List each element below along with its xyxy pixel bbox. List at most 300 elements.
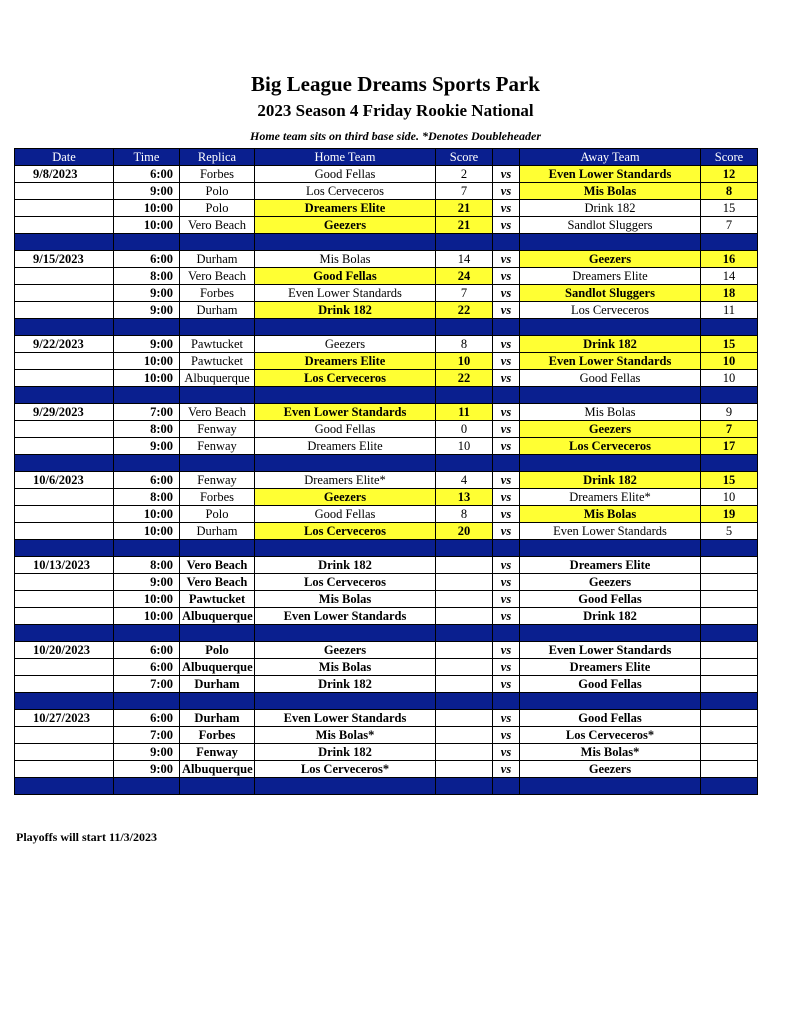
away-team: Drink 182	[520, 608, 701, 625]
separator-cell	[701, 778, 758, 795]
game-time: 10:00	[114, 523, 180, 540]
game-time: 9:00	[114, 438, 180, 455]
game-field: Durham	[180, 302, 255, 319]
away-team: Los Cerveceros	[520, 438, 701, 455]
separator-cell	[520, 234, 701, 251]
separator-cell	[436, 387, 493, 404]
separator-cell	[255, 625, 436, 642]
game-field: Pawtucket	[180, 591, 255, 608]
table-row	[15, 438, 758, 455]
game-time: 9:00	[114, 285, 180, 302]
game-field: Forbes	[180, 727, 255, 744]
separator-cell	[436, 693, 493, 710]
game-date	[15, 183, 114, 200]
separator-cell	[114, 319, 180, 336]
game-time: 8:00	[114, 421, 180, 438]
away-team: Good Fellas	[520, 591, 701, 608]
vs-label: vs	[493, 285, 520, 302]
week-separator	[15, 234, 758, 251]
table-row	[15, 608, 758, 625]
vs-label: vs	[493, 370, 520, 387]
vs-label: vs	[493, 557, 520, 574]
table-row	[15, 268, 758, 285]
game-date: 9/15/2023	[15, 251, 114, 268]
vs-label: vs	[493, 421, 520, 438]
game-time: 7:00	[114, 727, 180, 744]
game-date	[15, 438, 114, 455]
vs-label: vs	[493, 336, 520, 353]
column-header-away-score: Score	[701, 149, 758, 166]
table-row	[15, 183, 758, 200]
away-score: 7	[701, 421, 758, 438]
away-team: Good Fellas	[520, 710, 701, 727]
column-header-vs	[493, 149, 520, 166]
table-row	[15, 370, 758, 387]
game-time: 6:00	[114, 659, 180, 676]
away-score	[701, 642, 758, 659]
game-date: 10/20/2023	[15, 642, 114, 659]
table-row	[15, 166, 758, 183]
vs-label: vs	[493, 676, 520, 693]
table-row	[15, 302, 758, 319]
separator-cell	[255, 540, 436, 557]
away-score: 8	[701, 183, 758, 200]
game-field: Durham	[180, 676, 255, 693]
separator-cell	[180, 455, 255, 472]
home-score: 21	[436, 200, 493, 217]
page-title: Big League Dreams Sports Park	[251, 72, 540, 96]
home-score	[436, 727, 493, 744]
game-field: Vero Beach	[180, 217, 255, 234]
separator-cell	[701, 540, 758, 557]
home-team: Dreamers Elite	[255, 353, 436, 370]
separator-cell	[493, 778, 520, 795]
away-team: Even Lower Standards	[520, 523, 701, 540]
home-score: 8	[436, 336, 493, 353]
vs-label: vs	[493, 353, 520, 370]
home-score	[436, 642, 493, 659]
game-time: 10:00	[114, 370, 180, 387]
home-team: Mis Bolas	[255, 591, 436, 608]
away-score: 17	[701, 438, 758, 455]
game-time: 6:00	[114, 710, 180, 727]
separator-cell	[180, 625, 255, 642]
away-score: 11	[701, 302, 758, 319]
home-team: Geezers	[255, 489, 436, 506]
vs-label: vs	[493, 472, 520, 489]
separator-cell	[255, 387, 436, 404]
home-team: Los Cerveceros	[255, 370, 436, 387]
away-team: Even Lower Standards	[520, 166, 701, 183]
header-note: Home team sits on third base side. *Denotes Doubleheader	[250, 129, 541, 143]
home-score	[436, 591, 493, 608]
game-date	[15, 659, 114, 676]
away-team: Sandlot Sluggers	[520, 285, 701, 302]
game-field: Fenway	[180, 472, 255, 489]
game-field: Durham	[180, 523, 255, 540]
home-score	[436, 557, 493, 574]
game-date: 9/22/2023	[15, 336, 114, 353]
home-team: Los Cerveceros	[255, 574, 436, 591]
home-team: Los Cerveceros	[255, 183, 436, 200]
home-score: 13	[436, 489, 493, 506]
game-field: Albuquerque	[180, 761, 255, 778]
game-time: 8:00	[114, 557, 180, 574]
separator-cell	[493, 319, 520, 336]
away-score	[701, 676, 758, 693]
column-header-home-team: Home Team	[255, 149, 436, 166]
home-score	[436, 710, 493, 727]
home-score: 10	[436, 438, 493, 455]
home-team: Even Lower Standards	[255, 608, 436, 625]
game-date	[15, 421, 114, 438]
separator-cell	[180, 319, 255, 336]
home-team: Dreamers Elite	[255, 438, 436, 455]
away-team: Dreamers Elite	[520, 557, 701, 574]
separator-cell	[701, 234, 758, 251]
home-score	[436, 676, 493, 693]
away-score: 9	[701, 404, 758, 421]
footer-note: Playoffs will start 11/3/2023	[16, 830, 157, 844]
vs-label: vs	[493, 251, 520, 268]
home-team: Drink 182	[255, 302, 436, 319]
vs-label: vs	[493, 166, 520, 183]
game-time: 10:00	[114, 217, 180, 234]
game-time: 9:00	[114, 183, 180, 200]
away-team: Good Fellas	[520, 676, 701, 693]
game-date	[15, 591, 114, 608]
table-row	[15, 336, 758, 353]
game-date: 10/13/2023	[15, 557, 114, 574]
away-team: Mis Bolas	[520, 404, 701, 421]
home-score	[436, 608, 493, 625]
game-time: 10:00	[114, 353, 180, 370]
table-row	[15, 642, 758, 659]
table-row	[15, 421, 758, 438]
vs-label: vs	[493, 574, 520, 591]
away-team: Drink 182	[520, 472, 701, 489]
game-field: Fenway	[180, 421, 255, 438]
table-row	[15, 489, 758, 506]
game-date	[15, 676, 114, 693]
game-field: Polo	[180, 642, 255, 659]
away-score	[701, 744, 758, 761]
game-time: 6:00	[114, 166, 180, 183]
away-score	[701, 591, 758, 608]
home-team: Geezers	[255, 336, 436, 353]
home-score: 14	[436, 251, 493, 268]
game-date	[15, 200, 114, 217]
vs-label: vs	[493, 404, 520, 421]
home-team: Even Lower Standards	[255, 285, 436, 302]
table-row	[15, 285, 758, 302]
game-field: Pawtucket	[180, 353, 255, 370]
column-header-time: Time	[114, 149, 180, 166]
away-score	[701, 557, 758, 574]
separator-cell	[180, 778, 255, 795]
table-row	[15, 744, 758, 761]
week-separator	[15, 693, 758, 710]
away-team: Geezers	[520, 574, 701, 591]
table-row	[15, 710, 758, 727]
table-row	[15, 200, 758, 217]
table-row	[15, 217, 758, 234]
away-team: Even Lower Standards	[520, 642, 701, 659]
separator-cell	[114, 387, 180, 404]
home-team: Drink 182	[255, 676, 436, 693]
away-score: 18	[701, 285, 758, 302]
separator-cell	[15, 625, 114, 642]
week-separator	[15, 319, 758, 336]
home-team: Good Fellas	[255, 506, 436, 523]
column-header-replica: Replica	[180, 149, 255, 166]
home-score: 2	[436, 166, 493, 183]
separator-cell	[15, 778, 114, 795]
away-score: 14	[701, 268, 758, 285]
away-score	[701, 659, 758, 676]
separator-cell	[15, 319, 114, 336]
vs-label: vs	[493, 761, 520, 778]
game-time: 10:00	[114, 608, 180, 625]
separator-cell	[15, 540, 114, 557]
game-time: 6:00	[114, 251, 180, 268]
away-score: 10	[701, 489, 758, 506]
game-date: 10/27/2023	[15, 710, 114, 727]
separator-cell	[15, 387, 114, 404]
away-team: Geezers	[520, 421, 701, 438]
game-time: 7:00	[114, 676, 180, 693]
separator-cell	[493, 455, 520, 472]
separator-cell	[701, 455, 758, 472]
separator-cell	[520, 387, 701, 404]
game-field: Fenway	[180, 438, 255, 455]
table-row	[15, 676, 758, 693]
game-date	[15, 574, 114, 591]
home-score: 20	[436, 523, 493, 540]
away-team: Dreamers Elite	[520, 659, 701, 676]
vs-label: vs	[493, 710, 520, 727]
away-team: Even Lower Standards	[520, 353, 701, 370]
game-date	[15, 302, 114, 319]
vs-label: vs	[493, 217, 520, 234]
table-row	[15, 659, 758, 676]
game-time: 6:00	[114, 642, 180, 659]
home-team: Mis Bolas	[255, 251, 436, 268]
game-date: 9/29/2023	[15, 404, 114, 421]
game-time: 8:00	[114, 268, 180, 285]
away-score: 15	[701, 336, 758, 353]
game-date	[15, 727, 114, 744]
game-field: Polo	[180, 183, 255, 200]
separator-cell	[701, 625, 758, 642]
table-row	[15, 727, 758, 744]
separator-cell	[255, 455, 436, 472]
week-separator	[15, 387, 758, 404]
separator-cell	[493, 625, 520, 642]
home-team: Good Fellas	[255, 421, 436, 438]
away-team: Dreamers Elite*	[520, 489, 701, 506]
separator-cell	[520, 540, 701, 557]
away-score: 15	[701, 472, 758, 489]
separator-cell	[436, 625, 493, 642]
game-field: Polo	[180, 200, 255, 217]
home-team: Dreamers Elite	[255, 200, 436, 217]
home-score: 24	[436, 268, 493, 285]
game-date	[15, 489, 114, 506]
home-score: 11	[436, 404, 493, 421]
game-date	[15, 608, 114, 625]
home-score: 22	[436, 302, 493, 319]
away-score	[701, 608, 758, 625]
game-field: Albuquerque	[180, 659, 255, 676]
game-field: Fenway	[180, 744, 255, 761]
game-time: 10:00	[114, 591, 180, 608]
table-row	[15, 574, 758, 591]
home-team: Geezers	[255, 217, 436, 234]
away-score: 10	[701, 370, 758, 387]
vs-label: vs	[493, 659, 520, 676]
game-time: 10:00	[114, 506, 180, 523]
home-score: 7	[436, 285, 493, 302]
away-score: 16	[701, 251, 758, 268]
table-row	[15, 761, 758, 778]
away-team: Mis Bolas*	[520, 744, 701, 761]
vs-label: vs	[493, 268, 520, 285]
home-score: 7	[436, 183, 493, 200]
separator-cell	[701, 693, 758, 710]
home-team: Even Lower Standards	[255, 404, 436, 421]
separator-cell	[436, 234, 493, 251]
vs-label: vs	[493, 506, 520, 523]
game-field: Vero Beach	[180, 268, 255, 285]
vs-label: vs	[493, 489, 520, 506]
away-score	[701, 710, 758, 727]
game-field: Albuquerque	[180, 370, 255, 387]
home-team: Dreamers Elite*	[255, 472, 436, 489]
vs-label: vs	[493, 523, 520, 540]
separator-cell	[15, 234, 114, 251]
table-row	[15, 472, 758, 489]
game-time: 10:00	[114, 200, 180, 217]
game-date	[15, 523, 114, 540]
separator-cell	[493, 540, 520, 557]
week-separator	[15, 778, 758, 795]
separator-cell	[255, 693, 436, 710]
home-team: Drink 182	[255, 557, 436, 574]
page-subtitle: 2023 Season 4 Friday Rookie National	[257, 101, 534, 120]
home-score: 8	[436, 506, 493, 523]
separator-cell	[436, 778, 493, 795]
separator-cell	[520, 778, 701, 795]
home-team: Geezers	[255, 642, 436, 659]
away-score: 10	[701, 353, 758, 370]
game-time: 9:00	[114, 336, 180, 353]
schedule-table	[14, 148, 758, 795]
away-team: Geezers	[520, 761, 701, 778]
separator-cell	[520, 319, 701, 336]
home-team: Los Cerveceros*	[255, 761, 436, 778]
separator-cell	[180, 387, 255, 404]
separator-cell	[15, 693, 114, 710]
separator-cell	[114, 625, 180, 642]
separator-cell	[436, 319, 493, 336]
separator-cell	[114, 778, 180, 795]
home-score: 4	[436, 472, 493, 489]
game-field: Pawtucket	[180, 336, 255, 353]
game-date	[15, 370, 114, 387]
vs-label: vs	[493, 302, 520, 319]
table-header-row	[15, 149, 758, 166]
away-team: Mis Bolas	[520, 506, 701, 523]
away-team: Good Fellas	[520, 370, 701, 387]
away-score: 15	[701, 200, 758, 217]
home-team: Mis Bolas*	[255, 727, 436, 744]
game-time: 9:00	[114, 302, 180, 319]
away-team: Los Cerveceros*	[520, 727, 701, 744]
separator-cell	[114, 693, 180, 710]
separator-cell	[520, 455, 701, 472]
column-header-away-team: Away Team	[520, 149, 701, 166]
column-header-date: Date	[15, 149, 114, 166]
home-score: 21	[436, 217, 493, 234]
home-team: Mis Bolas	[255, 659, 436, 676]
game-date: 10/6/2023	[15, 472, 114, 489]
away-team: Los Cerveceros	[520, 302, 701, 319]
separator-cell	[114, 455, 180, 472]
home-team: Even Lower Standards	[255, 710, 436, 727]
separator-cell	[520, 693, 701, 710]
game-field: Vero Beach	[180, 404, 255, 421]
away-score: 19	[701, 506, 758, 523]
separator-cell	[493, 387, 520, 404]
column-header-home-score: Score	[436, 149, 493, 166]
separator-cell	[255, 778, 436, 795]
home-score	[436, 659, 493, 676]
table-row	[15, 523, 758, 540]
away-score: 7	[701, 217, 758, 234]
game-date	[15, 506, 114, 523]
game-date: 9/8/2023	[15, 166, 114, 183]
separator-cell	[493, 693, 520, 710]
vs-label: vs	[493, 200, 520, 217]
away-team: Mis Bolas	[520, 183, 701, 200]
separator-cell	[436, 455, 493, 472]
home-score	[436, 744, 493, 761]
table-row	[15, 557, 758, 574]
game-field: Polo	[180, 506, 255, 523]
separator-cell	[520, 625, 701, 642]
table-row	[15, 506, 758, 523]
separator-cell	[436, 540, 493, 557]
separator-cell	[114, 540, 180, 557]
game-date	[15, 353, 114, 370]
week-separator	[15, 455, 758, 472]
home-team: Drink 182	[255, 744, 436, 761]
separator-cell	[114, 234, 180, 251]
home-score: 22	[436, 370, 493, 387]
game-date	[15, 285, 114, 302]
separator-cell	[15, 455, 114, 472]
vs-label: vs	[493, 591, 520, 608]
away-score	[701, 761, 758, 778]
away-score	[701, 727, 758, 744]
vs-label: vs	[493, 438, 520, 455]
week-separator	[15, 540, 758, 557]
separator-cell	[255, 319, 436, 336]
separator-cell	[180, 693, 255, 710]
home-score: 0	[436, 421, 493, 438]
vs-label: vs	[493, 608, 520, 625]
